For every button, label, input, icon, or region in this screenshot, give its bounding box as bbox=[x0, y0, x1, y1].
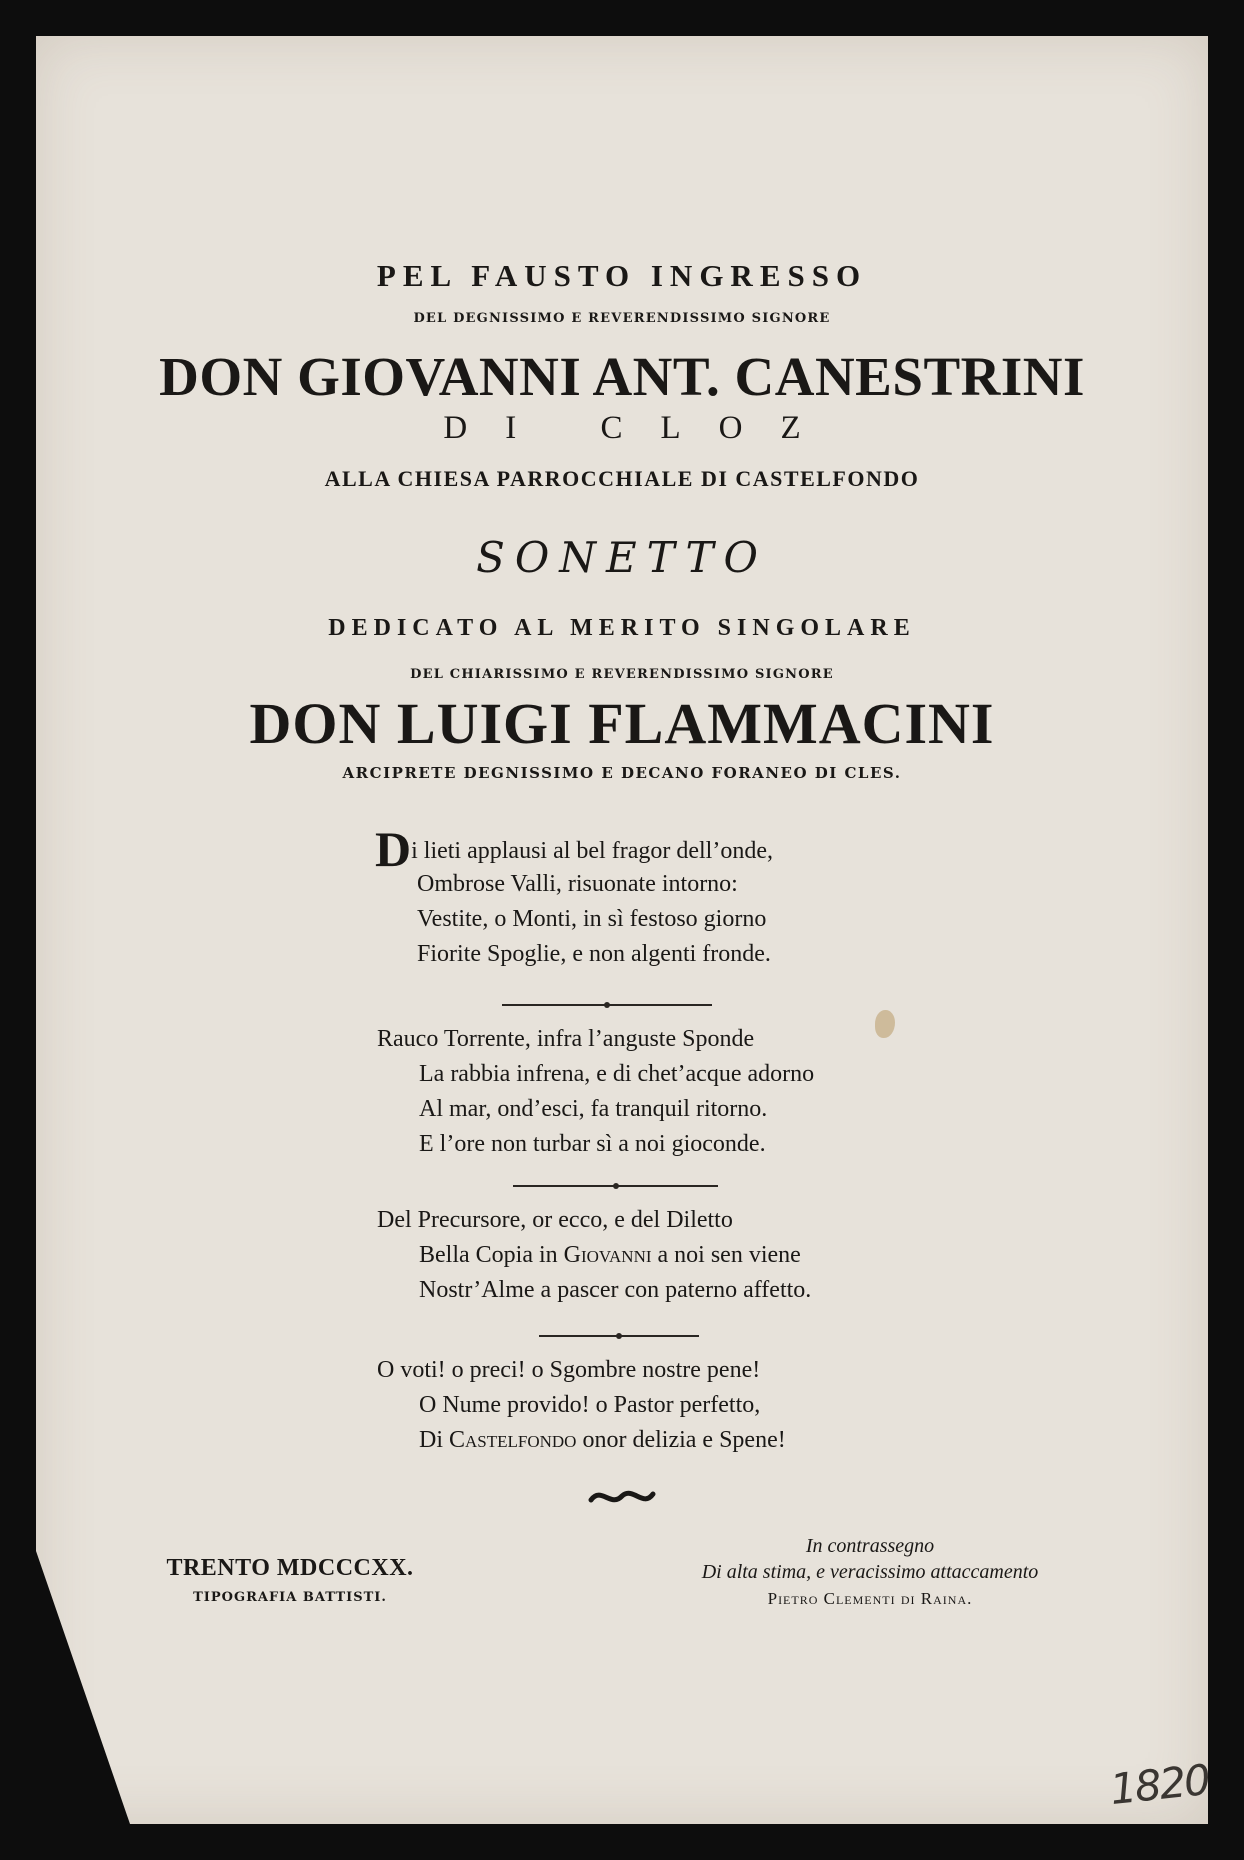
verse-line: Vestite, o Monti, in sì festoso giorno bbox=[417, 906, 767, 932]
verse-line bbox=[377, 1238, 897, 1273]
verse-line bbox=[377, 1423, 897, 1458]
sonnet-stanza-1 bbox=[375, 821, 895, 972]
title-sonetto: SONETTO bbox=[476, 533, 768, 582]
sonnet-stanza-2 bbox=[377, 1022, 897, 1162]
verse-line: Fiorite Spoglie, e non algenti fronde. bbox=[417, 941, 771, 967]
handwritten-date: 1820 bbox=[1107, 1754, 1212, 1815]
verse-line: E l’ore non turbar sì a noi gioconde. bbox=[419, 1131, 766, 1157]
verse-text: Bella Copia in bbox=[419, 1242, 564, 1268]
imprint-printer: TIPOGRAFIA BATTISTI. bbox=[193, 1590, 387, 1605]
verse-name: Giovanni bbox=[563, 1242, 652, 1268]
verse-line: Rauco Torrente, infra l’anguste Sponde bbox=[377, 1026, 755, 1052]
verse-line: O voti! o preci! o Sgombre nostre pene! bbox=[377, 1357, 761, 1383]
verse-line: Al mar, ond’esci, fa tranquil ritorno. bbox=[419, 1096, 768, 1122]
stanza-divider bbox=[539, 1335, 699, 1337]
dedication-honorific: DEL CHIARISSIMO E REVERENDISSIMO SIGNORE bbox=[410, 667, 834, 682]
dedicatee-title: ARCIPRETE DEGNISSIMO E DECANO FORANEO DI CLES. bbox=[342, 764, 902, 782]
dedication-line: Di alta stima, e veracissimo attaccamento bbox=[701, 1561, 1039, 1583]
verse-line: O Nume provido! o Pastor perfetto, bbox=[419, 1392, 761, 1418]
flourish-ornament bbox=[587, 1482, 657, 1512]
sonnet-stanza-3 bbox=[377, 1203, 897, 1308]
drop-cap: D bbox=[375, 821, 412, 877]
sonnet-stanza-4 bbox=[377, 1353, 897, 1458]
verse-line bbox=[375, 821, 895, 877]
dedication-line: In contrassegno bbox=[805, 1535, 935, 1557]
verse-name: Castelfondo bbox=[449, 1427, 577, 1453]
verse-line: La rabbia infrena, e di chet’acque adorno bbox=[419, 1061, 815, 1087]
stanza-divider bbox=[513, 1185, 718, 1187]
verse-line: Nostr’Alme a pascer con paterno affetto. bbox=[419, 1277, 812, 1303]
title-church: ALLA CHIESA PARROCCHIALE DI CASTELFONDO bbox=[324, 466, 920, 491]
verse-text: onor delizia e Spene! bbox=[576, 1427, 786, 1453]
verse-text: a noi sen viene bbox=[651, 1242, 801, 1268]
dedication-heading: DEDICATO AL MERITO SINGOLARE bbox=[328, 615, 916, 641]
dedication-block bbox=[640, 1533, 1100, 1613]
title-origin: DI CLOZ bbox=[443, 410, 839, 446]
dedicatee-name: DON LUIGI FLAMMACINI bbox=[249, 691, 995, 756]
imprint-block bbox=[150, 1555, 430, 1605]
dedication-signature: Pietro Clementi di Raina. bbox=[767, 1589, 973, 1608]
imprint-city-date: TRENTO MDCCCXX. bbox=[166, 1555, 414, 1581]
verse-text: Di bbox=[419, 1427, 449, 1453]
title-intro: PEL FAUSTO INGRESSO bbox=[376, 258, 868, 293]
title-honorific: DEL DEGNISSIMO E REVERENDISSIMO SIGNORE bbox=[413, 311, 831, 326]
verse-line: Ombrose Valli, risuonate intorno: bbox=[417, 871, 738, 897]
verse-text: i lieti applausi al bel fragor dell’onde, bbox=[411, 838, 773, 864]
stanza-divider bbox=[502, 1004, 712, 1006]
title-name-canestrini: DON GIOVANNI ANT. CANESTRINI bbox=[159, 346, 1085, 407]
verse-line: Del Precursore, or ecco, e del Diletto bbox=[377, 1207, 733, 1233]
